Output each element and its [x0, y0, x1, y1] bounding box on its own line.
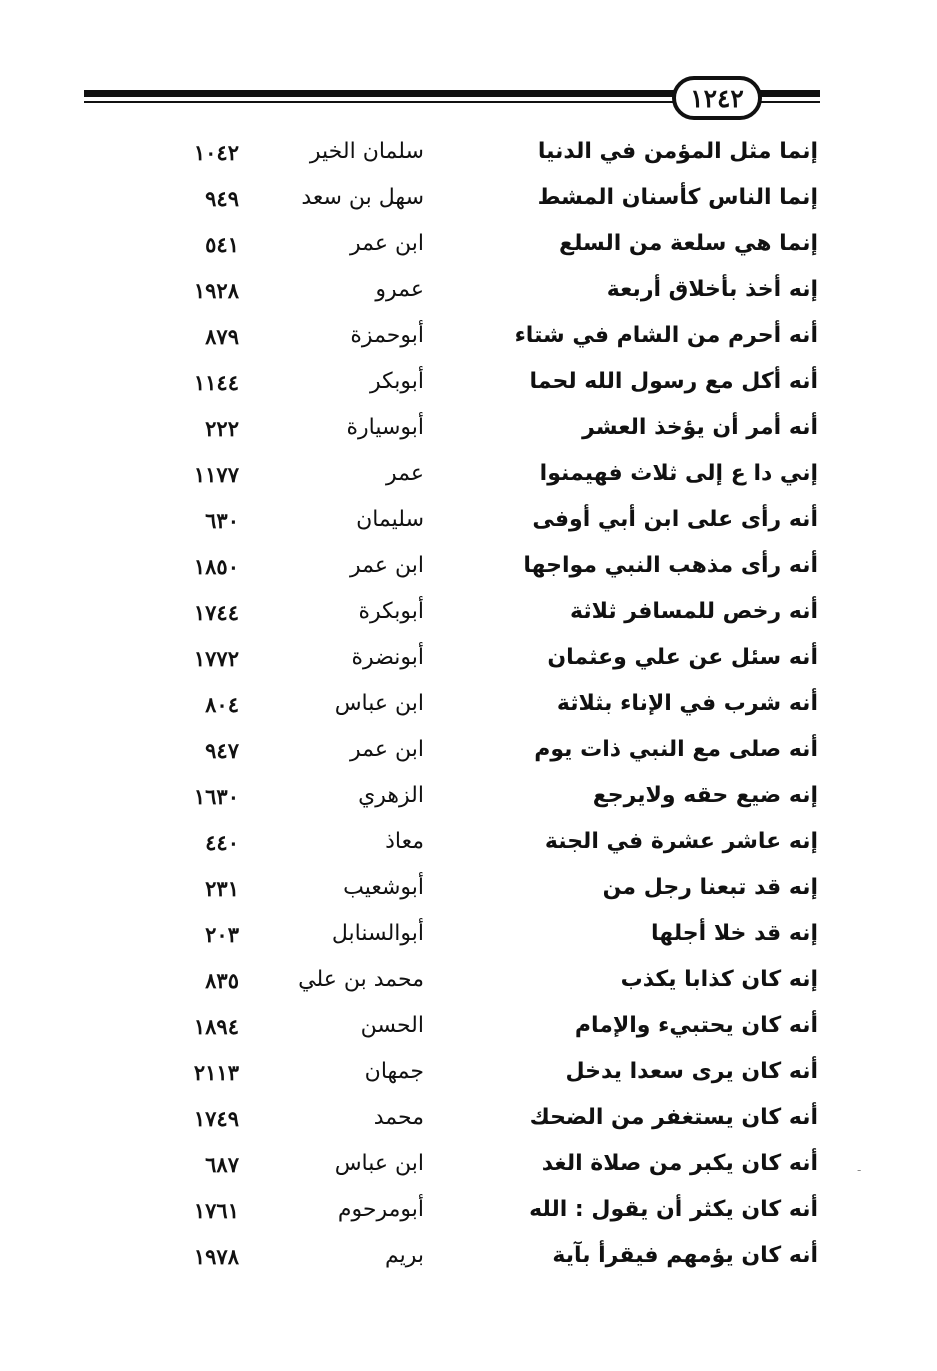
narrator-name: ابن عمر	[350, 553, 424, 578]
hadith-text: أنه كان يستغفر من الضحك	[529, 1105, 818, 1130]
hadith-text: أنه رخص للمسافر ثلاثة	[570, 599, 818, 624]
narrator-name: سلمان الخير	[309, 139, 424, 164]
hadith-text: أنه أمر أن يؤخذ العشر	[582, 415, 818, 440]
table-row	[0, 267, 937, 313]
narrator-name: سهل بن سعد	[301, 185, 424, 210]
narrator-name: ابن عباس	[334, 691, 424, 716]
table-row	[0, 129, 937, 175]
narrator-name: أبوالسنابل	[331, 921, 424, 946]
hadith-text: إنه أخذ بأخلاق أربعة	[606, 277, 818, 302]
hadith-text: أنه أحرم من الشام في شتاء	[514, 323, 818, 348]
table-row	[0, 681, 937, 727]
hadith-text: أنه رأى مذهب النبي مواجها	[523, 553, 818, 578]
table-row	[0, 221, 937, 267]
table-row	[0, 773, 937, 819]
narrator-name: معاذ	[385, 829, 424, 854]
narrator-name: ابن عباس	[334, 1151, 424, 1176]
narrator-name: أبونضرة	[351, 645, 424, 670]
reference-number: ١٩٧٨	[193, 1243, 239, 1269]
table-row	[0, 1049, 937, 1095]
narrator-name: سليمان	[356, 507, 424, 532]
hadith-text: أنه شرب في الإناء بثلاثة	[556, 691, 818, 716]
hadith-text: أنه كان يؤمهم فيقرأ بآية	[552, 1243, 818, 1268]
reference-number: ١٨٩٤	[193, 1013, 239, 1039]
reference-number: ١١٧٧	[193, 461, 239, 487]
table-row	[0, 175, 937, 221]
narrator-name: ابن عمر	[350, 231, 424, 256]
narrator-name: أبوحمزة	[350, 323, 424, 348]
reference-number: ١٧٤٤	[193, 599, 239, 625]
table-row	[0, 497, 937, 543]
hadith-text: أنه رأى على ابن أبي أوفى	[532, 507, 818, 532]
table-row	[0, 1003, 937, 1049]
hadith-text: إنه قد خلا أجلها	[651, 921, 818, 946]
hadith-text: أنه كان يحتبيء والإمام	[574, 1013, 818, 1038]
narrator-name: بريم	[384, 1243, 424, 1268]
narrator-name: محمد بن علي	[298, 967, 424, 992]
reference-number: ٦٣٠	[205, 507, 239, 533]
hadith-text: إنما مثل المؤمن في الدنيا	[537, 139, 818, 164]
table-row	[0, 957, 937, 1003]
narrator-name: عمرو	[375, 277, 424, 302]
table-row	[0, 1095, 937, 1141]
reference-number: ١٦٣٠	[193, 783, 239, 809]
table-row	[0, 543, 937, 589]
narrator-name: أبوبكرة	[358, 599, 424, 624]
hadith-text: أنه كان يكبر من صلاة الغد	[541, 1151, 818, 1176]
hadith-text: أنه كان يكثر أن يقول : الله	[529, 1197, 818, 1222]
reference-number: ٢٣١	[205, 875, 239, 901]
narrator-name: ابن عمر	[350, 737, 424, 762]
hadith-text: إنه كان كذابا يكذب	[620, 967, 818, 992]
reference-number: ٢٠٣	[205, 921, 239, 947]
reference-number: ٤٤٠	[205, 829, 239, 855]
reference-number: ٥٤١	[205, 231, 239, 257]
reference-number: ١٧٤٩	[193, 1105, 239, 1131]
reference-number: ٦٨٧	[205, 1151, 239, 1177]
reference-number: ١١٤٤	[193, 369, 239, 395]
narrator-name: عمر	[386, 461, 424, 486]
narrator-name: محمد	[373, 1105, 424, 1130]
reference-number: ١٩٢٨	[193, 277, 239, 303]
reference-number: ١٨٥٠	[193, 553, 239, 579]
table-row	[0, 727, 937, 773]
reference-number: ١٧٧٢	[193, 645, 239, 671]
hadith-text: أنه كان يرى سعدا يدخل	[565, 1059, 818, 1084]
narrator-name: أبوسيارة	[346, 415, 424, 440]
reference-number: ٩٤٧	[205, 737, 239, 763]
narrator-name: أبوشعيب	[343, 875, 424, 900]
hadith-text: أنه صلى مع النبي ذات يوم	[534, 737, 818, 762]
hadith-text: إنما هي سلعة من السلع	[559, 231, 818, 256]
narrator-name: أبومرحوم	[337, 1197, 424, 1222]
reference-number: ٩٤٩	[205, 185, 239, 211]
table-row	[0, 1233, 937, 1279]
table-row	[0, 359, 937, 405]
table-row	[0, 405, 937, 451]
reference-number: ٢٢٢	[205, 415, 239, 441]
hadith-text: إنه ضيع حقه ولايرجع	[592, 783, 818, 808]
page-header	[0, 0, 937, 140]
table-row	[0, 451, 937, 497]
table-row	[0, 635, 937, 681]
reference-number: ١٧٦١	[193, 1197, 239, 1223]
table-row	[0, 911, 937, 957]
narrator-name: الزهري	[358, 783, 424, 808]
hadith-text: إنه عاشر عشرة في الجنة	[544, 829, 818, 854]
hadith-text: إنما الناس كأسنان المشط	[537, 185, 818, 210]
narrator-name: أبوبكر	[369, 369, 424, 394]
page-number-badge	[672, 76, 762, 120]
reference-number: ١٠٤٢	[193, 139, 239, 165]
table-row	[0, 1141, 937, 1187]
hadith-text: إني دا ع إلى ثلاث فهيمنوا	[539, 461, 818, 486]
narrator-name: جمهان	[364, 1059, 424, 1084]
reference-number: ٢١١٣	[193, 1059, 239, 1085]
hadith-text: أنه أكل مع رسول الله لحما	[529, 369, 818, 394]
table-row	[0, 313, 937, 359]
reference-number: ٨٧٩	[205, 323, 239, 349]
table-row	[0, 819, 937, 865]
hadith-text: إنه قد تبعنا رجل من	[602, 875, 818, 900]
narrator-name: الحسن	[360, 1013, 424, 1038]
table-row	[0, 1187, 937, 1233]
reference-number: ٨٠٤	[205, 691, 239, 717]
table-row	[0, 589, 937, 635]
table-row	[0, 865, 937, 911]
page-number: ١٢٤٢	[690, 84, 744, 113]
hadith-text: أنه سئل عن علي وعثمان	[547, 645, 818, 670]
reference-number: ٨٣٥	[205, 967, 239, 993]
hadith-index-table	[0, 129, 937, 1279]
margin-mark: -	[857, 1163, 862, 1177]
